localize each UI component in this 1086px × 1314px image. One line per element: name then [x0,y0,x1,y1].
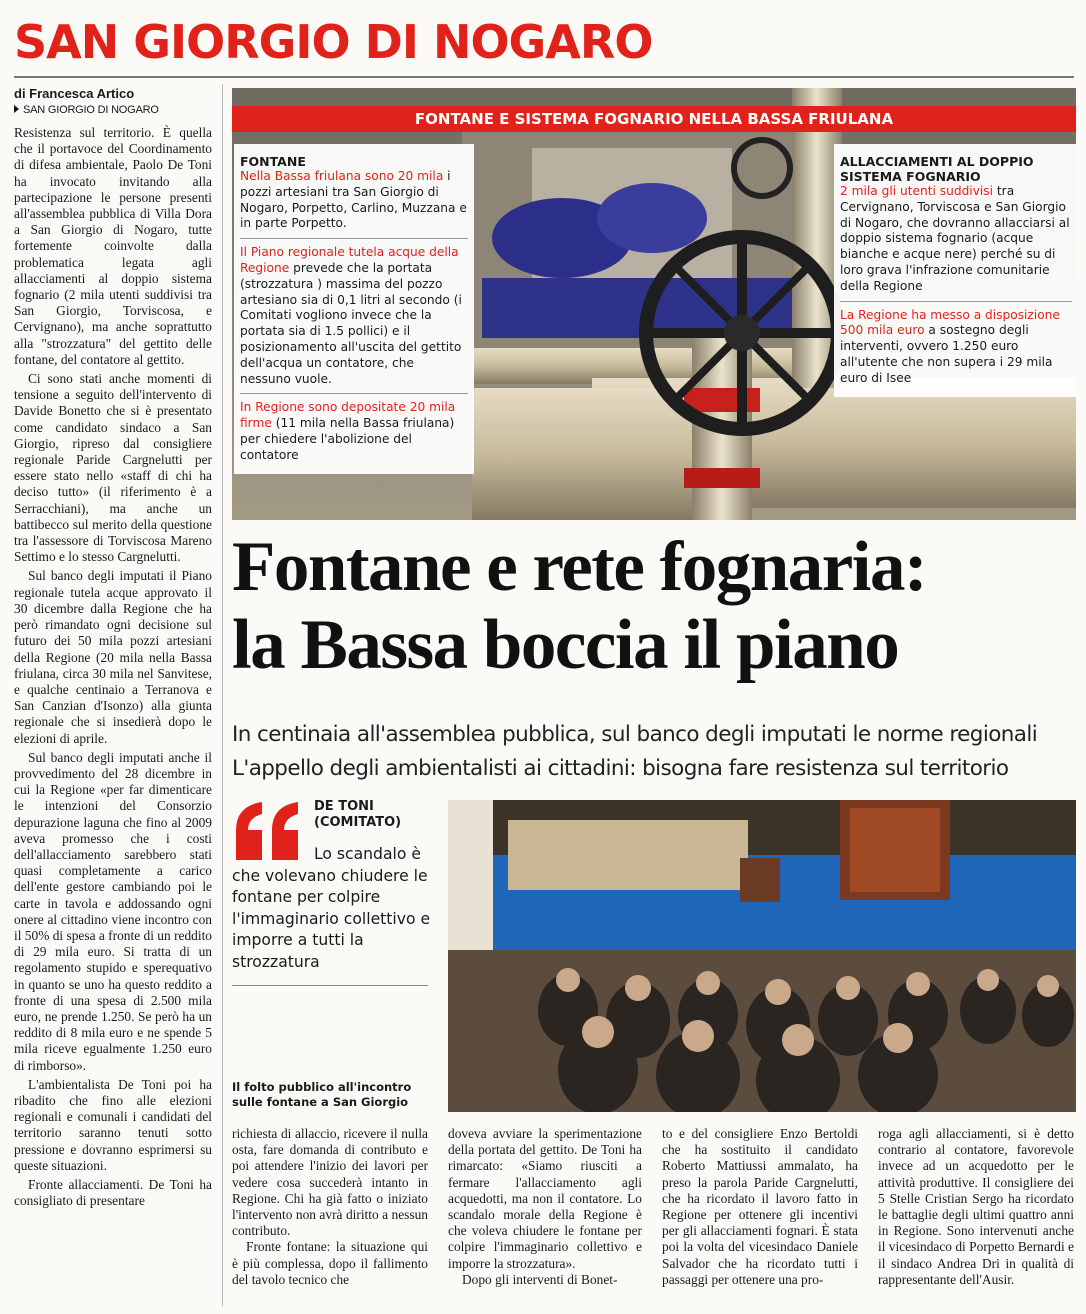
left-paragraph: Sul banco degli imputati il Piano regionale tutela acque approvato il 30 dicembre dalla Regione che ha però rimandato ogni decisione sul futuro dei 50 mila pozzi artesiani della Regione (20 mila nella Bassa friulana, circa 30 mila nel Sanvitese, e qualche centinaio a Terranova e San Canzian d'Isonzo) alla giunta regionale che si insedierà dopo le elezioni di aprile. [14,568,212,746]
subheadline-line-2: L'appello degli ambientalisti ai cittadini: bisogna fare resistenza sul territorio [232,756,1009,781]
headline [232,528,1076,684]
headline-line-1: Fontane e rete fognaria: [232,528,927,606]
allacciamenti-text-2: a sostegno degli interventi, ovvero 1.250 euro all'utente che non supera i 29 mila euro di Isee [840,323,1053,385]
allacciamenti-section [840,148,1072,302]
fontane-highlight-1: Nella Bassa friulana sono 20 mila [240,169,444,183]
column-paragraph: roga agli allacciamenti, si è detto contrario al contatore, favorevole invece ad un acquedotto per le attività produttive. Il consigliere dei 5 Stelle Cristian Sergo ha ricordato le battaglie degli ultimi quattro anni in Regione. Sono intervenuti anche il vicesindaco di Porpetto Bernardi e il sindaco Andrea Dri in qualità di rappresentante dell'Ausir. [878,1126,1074,1287]
left-paragraph: Sul banco degli imputati anche il provvedimento del 28 dicembre in cui la Regione «per far dimenticare le intenzioni del Consorzio depurazione laguna che fino al 2009 aveva promesso che i costi dell'allacciamento sarebbero stati quasi completamente a carico dell'ente gestore cambiando poi le carte in tavola e addossando ogni onere al cittadino viene incontro con il 50% di spesa a fronte di un reddito di 29 mila euro. Si tratta di un regolamento stupido e sperequativo in quanto se uno ha questo reddito a fronte di una spesa di 2.500 mila euro, ne prende 1.250. Se però ha un reddito di 8 mila euro e ne spende 5 mila riceve egualmente 1.250 euro di rimborso». [14,749,212,1073]
quote-body: Lo scandalo è che volevano chiudere le fontane per colpire l'immaginario collettivo e imporre a tutti la strozzatura [232,845,431,971]
byline-author: di Francesca Artico [14,86,135,101]
section-title: SAN GIORGIO DI NOGARO [14,15,653,69]
column-paragraph: richiesta di allaccio, ricevere il nulla osta, fare domanda di contributo e poi attendere l'inizio dei lavori per vedere cosa succederà intanto in Regione. Chi ha già fatto o iniziato l'intervento non avrà diritto a nessun contributo. [232,1126,428,1239]
column-paragraph: Dopo gli interventi di Bonet- [462,1271,618,1287]
column-divider [222,84,223,1306]
fontane-highlight-3: In Regione sono depositate 20 mila firme [240,400,456,431]
fontane-text-3: (11 mila nella Bassa friulana) per chiedere l'abolizione del contatore [240,416,455,462]
bottom-column-3 [662,1126,858,1310]
bottom-column-4 [878,1126,1074,1310]
left-paragraph: Ci sono stati anche momenti di tensione a seguito dell'intervento di Davide Bonetto che si è presentato come candidato sindaco a San Giorgio, ripreso dal consigliere regionale Paride Cargnelutti per essere stato nello «staff di chi ha deciso tutto» (il riferimento è a Serracchiani), ma anche un battibecco sul merito della questione tra l'assessore di Torviscosa Mareno Settimo e lo stesso Cargnelutti. [14,371,212,565]
allacciamenti-text-1: tra Cervignano, Torviscosa e San Giorgio di Nogaro, che dovranno allacciarsi al doppio sistema fognario (acque bianche e acque nere) perché su di loro grava l'infrazione comunitarie della Regione [840,184,1070,293]
subheadline-line-1: In centinaia all'assemblea pubblica, sul banco degli imputati le norme regionali [232,722,1038,747]
column-paragraph: to e del consigliere Enzo Bertoldi che ha sostituito il candidato Roberto Mattiussi ammalato, ha preso la parola Paride Cargnelutti, che ha ricordato il lavoro fatto in Regione per ottenere gli incentivi per gli allacciamenti fognari. È stata poi la volta del vicesindaco Daniele Salvador che ha ricordato tutti i passaggi per ottenere una pro- [662,1126,858,1287]
allacciamenti-highlight-1: 2 mila gli utenti suddivisi [840,184,994,198]
bottom-column-2 [448,1126,642,1310]
fontane-section [240,148,468,239]
quote-speaker [314,799,401,831]
assembly-photo [448,800,1076,1112]
top-rule [14,76,1074,78]
quote-text [232,844,432,973]
column-paragraph: doveva avviare la sperimentazione della portata del gettito. De Toni ha rimarcato: «Siamo riusciti a fermare l'allacciamento agli acquedotti, ma non il contatore. Lo scandalo morale della Regione è che voleva chiudere le fontane per colpire l'immaginario collettivo e imporre la strozzatura». [448,1126,642,1271]
photo-caption: Il folto pubblico all'incontro sulle fontane a San Giorgio [232,1080,412,1109]
fontane-heading: FONTANE [240,154,306,169]
allacciamenti-section [840,302,1072,393]
quote-rule [232,985,428,986]
byline-location [14,104,159,116]
quote-speaker-role: (COMITATO) [314,815,402,830]
infographic-right-box [834,144,1076,397]
left-paragraph: L'ambientalista De Toni poi ha ribadito che fino alle elezioni regionali e comunali i candidati del territorio saranno tenuti sotto pressione e dovranno esprimersi su queste situazioni. [14,1076,212,1173]
location-marker-icon [14,105,19,113]
left-paragraph: Resistenza sul territorio. È quella che il portavoce del Coordinamento di difesa ambientale, Paolo De Toni ha invocato invitando alla partecipazione le persone presenti all'assemblea pubblica di Villa Dora a San Giorgio di Nogaro, tutte fortemente coinvolte dalla problematica legata agli allacciamenti al doppio sistema fognario (2 mila utenti suddivisi tra San Giorgio, Torviscosa, e Cervignano), ma anche soprattutto alla "strozzatura" del gettito delle fontane, del contatore al gettito. [14,125,212,367]
fontane-section [240,239,468,394]
fontane-section [240,394,468,469]
left-column [14,125,212,1307]
fontane-text-1: i pozzi artesiani tra San Giorgio di Nogaro, Porpetto, Carlino, Muzzana e in parte Porpetto. [240,169,467,231]
allacciamenti-highlight-2: La Regione ha messo a disposizione 500 mila euro [840,307,1060,338]
left-paragraph: Fronte allacciamenti. De Toni ha consigliato di presentare [14,1177,212,1209]
allacciamenti-heading: ALLACCIAMENTI AL DOPPIO SISTEMA FOGNARIO [840,154,1034,184]
infographic-banner: FONTANE E SISTEMA FOGNARIO NELLA BASSA FRIULANA [232,106,1076,132]
column-paragraph: Fronte fontane: la situazione qui è più complessa, dopo il fallimento del tavolo tecnico che [232,1239,428,1287]
fontane-text-2: prevede che la portata (strozzatura ) massima del pozzo artesiano sia di 0,1 litri al secondo (i Comitati vogliono invece che la portata sia di 1.5 pollici) e il posizionamento all'uscita del gettito dell'acqua un contatore, che nessuno vuole. [240,260,462,386]
infographic-left-box [234,144,474,474]
headline-line-2: la Bassa boccia il piano [232,606,899,684]
bottom-column-1 [232,1126,428,1310]
location-text: SAN GIORGIO DI NOGARO [23,104,159,116]
infographic [232,88,1076,520]
quote-speaker-name: DE TONI [314,799,374,814]
fontane-highlight-2: Il Piano regionale tutela acque della Regione [240,245,459,275]
